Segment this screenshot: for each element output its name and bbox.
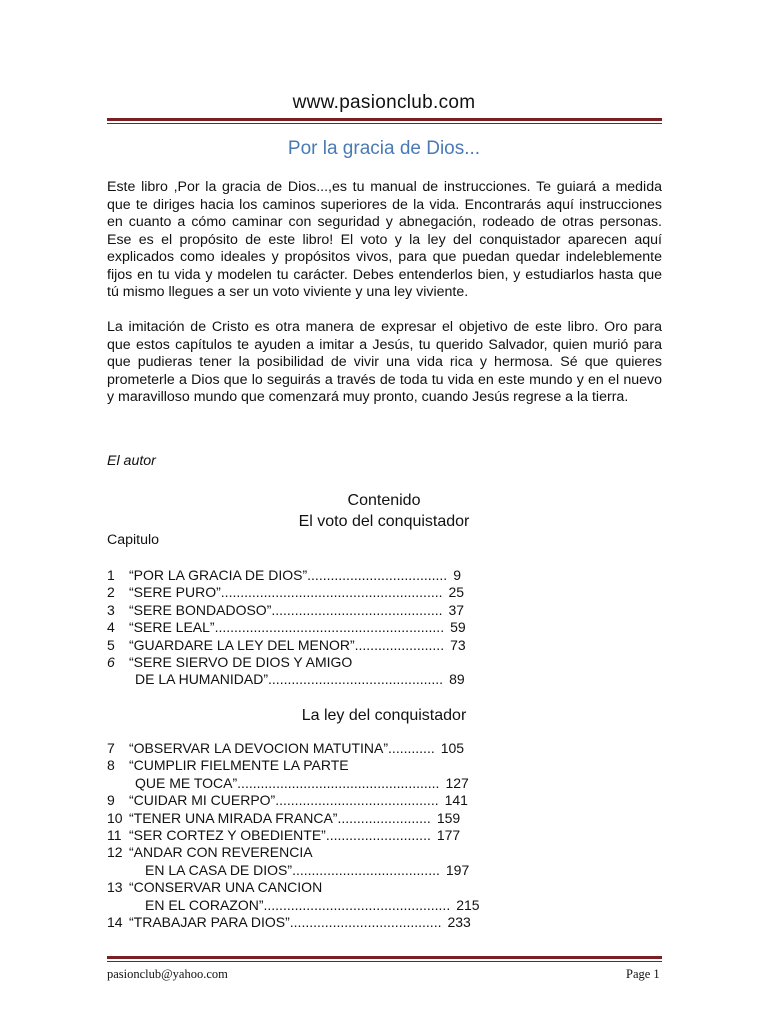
toc-entry-number: 11 — [107, 826, 122, 843]
toc-entry-leader: .................................... — [307, 567, 448, 583]
document-title: Por la gracia de Dios... — [287, 138, 481, 159]
toc-entry-title: “GUARDARE LA LEY DEL MENOR” — [129, 636, 355, 653]
toc-entry — [107, 810, 507, 827]
toc-section1 — [107, 567, 507, 689]
footer-page-number: Page 1 — [626, 967, 660, 981]
toc-entry-leader: ....................................... — [289, 913, 442, 930]
toc-entry-number: 13 — [107, 879, 123, 896]
toc-entry — [107, 619, 507, 636]
section1-title: El voto del conquistador — [298, 513, 470, 530]
toc-entry-continuation — [107, 775, 507, 792]
toc-entry-continuation — [107, 671, 507, 688]
toc-entry-page: 73 — [450, 636, 466, 653]
toc-entry-number: 12 — [107, 844, 123, 861]
toc-entry — [107, 792, 507, 809]
toc-entry-number: 14 — [107, 913, 123, 930]
toc-entry-number: 9 — [107, 792, 115, 809]
intro-paragraph-2: La imitación de Cristo es otra manera de expresar el objetivo de este libro. Oro para que estos capítulos te ayuden a imitar a Jesús, tu querido Salvador, quien murió para que pudieras tener la posibilidad de vivir una vida rica y hermosa. Sé que quieres prometerle a Dios que lo seguirás a través de toda tu vida en este mundo y en el nuevo y maravilloso mundo que comenzará muy pronto, cuando Jesús regrese a la tierra. — [107, 319, 662, 405]
toc-entry-page: 159 — [436, 809, 461, 826]
toc-entry — [107, 584, 507, 601]
toc-entry-title: “SERE BONDADOSO” — [129, 601, 272, 618]
toc-entry-title: “TRABAJAR PARA DIOS” — [129, 913, 290, 930]
toc-entry-number: 1 — [107, 567, 115, 583]
toc-entry-page: 37 — [448, 601, 465, 618]
toc-entry — [107, 844, 507, 861]
toc-entry-page: 89 — [449, 671, 465, 688]
toc-entry-number: 2 — [107, 584, 115, 601]
toc-entry-leader: .................................................... — [237, 774, 440, 791]
chapter-column-label: Capitulo — [107, 532, 160, 548]
toc-entry-leader: .......................................... — [275, 792, 439, 809]
header-rule — [107, 118, 662, 124]
toc-entry-title-cont: QUE ME TOCA” — [135, 774, 238, 791]
toc-entry — [107, 740, 507, 757]
toc-entry — [107, 637, 507, 654]
toc-entry-title: “TENER UNA MIRADA FRANCA” — [129, 809, 338, 826]
toc-entry — [107, 602, 507, 619]
toc-entry-number: 8 — [107, 757, 115, 774]
toc-entry-title: “CUIDAR MI CUERPO” — [129, 792, 276, 809]
contents-heading: Contenido — [347, 492, 421, 509]
toc-entry-number: 10 — [107, 809, 123, 826]
toc-entry-title: “SERE LEAL” — [129, 619, 215, 636]
toc-entry-title-cont: DE LA HUMANIDAD” — [135, 671, 269, 688]
intro-paragraph-1: Este libro ,Por la gracia de Dios...,es tu manual de instrucciones. Te guiará a medida que te diriges hacia los caminos superiores de la vida. Encontrarás aquí instrucciones en cuanto a cómo caminar con seguridad y abnegación, rodeado de otras personas. Ese es el propósito de este libro! El voto y la ley del conquistador aparecen aquí explicados como ideales y propósitos vivos, para que puedan quedar indeleblemente fijos en tu vida y modelen tu carácter. Debes entenderlos bien, y estudiarlos hasta que tú mismo llegues a ser un voto viviente y una ley viviente. — [107, 179, 662, 300]
toc-entry — [107, 654, 507, 671]
toc-entry-leader: ............................................. — [268, 671, 444, 688]
toc-entry-page: 177 — [436, 826, 461, 843]
toc-entry-page: 127 — [445, 774, 469, 791]
footer-rule — [107, 956, 662, 962]
toc-entry-title: “ANDAR CON REVERENCIA — [129, 844, 313, 861]
toc-entry-number: 6 — [107, 653, 115, 670]
toc-entry-leader: ................................................ — [263, 896, 451, 913]
toc-entry-page: 25 — [448, 584, 465, 601]
toc-entry — [107, 914, 507, 931]
toc-entry-leader: ....................... — [354, 636, 445, 653]
toc-entry-page: 9 — [453, 567, 461, 583]
author-signature: El autor — [107, 453, 156, 469]
toc-entry — [107, 567, 507, 584]
section2-title: La ley del conquistador — [301, 707, 467, 724]
toc-entry-title-cont: EN EL CORAZON” — [145, 896, 264, 913]
toc-entry-leader: ........................... — [325, 826, 431, 843]
toc-entry — [107, 757, 507, 774]
toc-entry-title: “SER CORTEZ Y OBEDIENTE” — [129, 826, 326, 843]
toc-entry — [107, 879, 507, 896]
toc-entry-page: 233 — [447, 913, 471, 930]
toc-entry-page: 141 — [444, 792, 468, 809]
toc-entry-title: “POR LA GRACIA DE DIOS” — [129, 567, 308, 583]
toc-entry-leader: ...................................... — [292, 861, 440, 878]
toc-entry-leader: ........................ — [337, 809, 431, 826]
toc-entry-leader: ............................................ — [271, 601, 443, 618]
toc-entry-title: “OBSERVAR LA DEVOCION MATUTINA” — [129, 740, 389, 756]
toc-entry-number: 5 — [107, 636, 115, 653]
toc-entry-number: 7 — [107, 740, 115, 756]
toc-entry-title-cont: EN LA CASA DE DIOS” — [145, 861, 293, 878]
toc-section2 — [107, 740, 507, 931]
toc-entry-title: “SERE SIERVO DE DIOS Y AMIGO — [129, 653, 353, 670]
toc-entry-number: 4 — [107, 619, 115, 636]
toc-entry-continuation — [107, 897, 507, 914]
footer-email: pasionclub@yahoo.com — [107, 967, 228, 981]
toc-entry-continuation — [107, 862, 507, 879]
header-url: www.pasionclub.com — [292, 92, 476, 113]
toc-entry-leader: ............ — [388, 740, 435, 756]
toc-entry — [107, 827, 507, 844]
toc-entry-title: “CONSERVAR UNA CANCION — [129, 879, 323, 896]
toc-entry-page: 105 — [440, 740, 465, 756]
toc-entry-title: “CUMPLIR FIELMENTE LA PARTE — [129, 757, 349, 774]
toc-entry-title: “SERE PURO” — [129, 584, 221, 601]
toc-entry-page: 197 — [445, 861, 470, 878]
toc-entry-page: 59 — [450, 619, 466, 636]
toc-entry-page: 215 — [456, 896, 480, 913]
toc-entry-leader: ........................................................... — [214, 619, 445, 636]
toc-entry-number: 3 — [107, 601, 115, 618]
toc-entry-leader: ......................................................... — [220, 584, 443, 601]
